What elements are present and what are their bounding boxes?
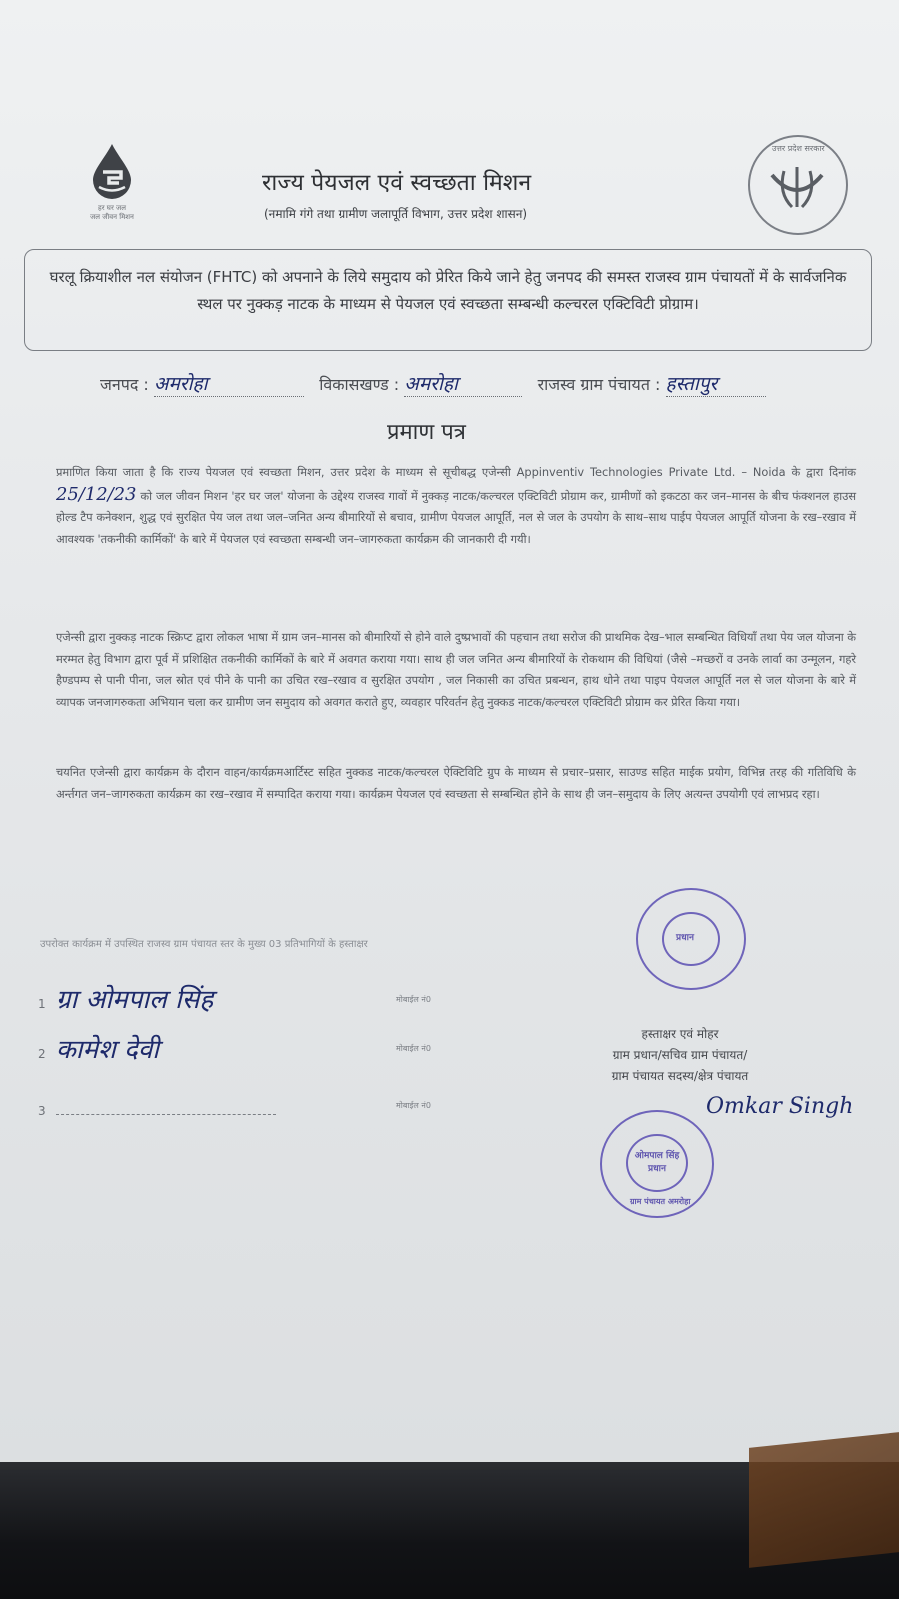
participants-intro: उपरोक्त कार्यक्रम में उपस्थित राजस्व ग्राम पंचायत स्तर के मुख्य 03 प्रतिभागियों के हस्ताक्षर [40,939,368,950]
signature-line-1: हस्ताक्षर एवं मोहर [641,1027,719,1041]
logo-tagline-2: जल जीवन मिशन [90,213,134,221]
stamp-top-text: प्रधान [676,933,694,943]
participant-number: 2 [38,1047,46,1061]
emblem-text: उत्तर प्रदेश सरकार [772,144,825,153]
certificate-heading: प्रमाण पत्र [387,420,466,445]
stamp-ring-text: ग्राम पंचायत अमरोहा [630,1197,691,1206]
up-government-emblem [748,135,848,235]
district-label: जनपद : [100,375,149,394]
paragraph-1-end: को जल जीवन मिशन 'हर घर जल' योजना के उद्देश्य राजस्व गावों में नुक्कड़ नाटक/कल्चरल एक्टिविटी प्रोग्राम कर, ग्रामीणों को इकटठा कर जन–मानस के बीच फंक्शनल हाउस होल्ड टैप कनेक्शन, शुद्ध एवं सुरक्षित पेय जल तथा जल–जनित अन्य बीमारियों से बचाव, ग्रामीण पेयजल आपूर्ति, नल से जल के उपयोग के साथ–साथ पाईप पेयजल आपूर्ति योजना के रख–रखाव में आवश्यक 'तकनीकी कार्मिकों' के बारे में पेयजल एवं स्वच्छता सम्बन्धी जन–जागरुकता कार्यक्रम की जानकारी दी गयी। [56,488,856,546]
signature-line-2: ग्राम प्रधान/सचिव ग्राम पंचायत/ [612,1048,748,1062]
water-drop-icon [89,142,135,200]
participant-row-3 [38,1104,276,1118]
block-value: अमरोहा [404,373,458,395]
mission-subtitle: (नमामि गंगे तथा ग्रामीण जलापूर्ति विभाग, उत्तर प्रदेश शासन) [264,207,528,221]
gram-panchayat-label: राजस्व ग्राम पंचायत : [537,375,661,394]
wooden-table-edge [749,1432,899,1568]
gram-panchayat-field [666,370,766,397]
mobile-label-2: मोबाईल नं0 [396,1044,431,1053]
mobile-label-1: मोबाईल नं0 [396,995,431,1004]
participant-row-1 [38,980,213,1016]
round-stamp-bottom [600,1110,714,1218]
round-stamp-top [636,888,746,990]
stamp-name: ओमपाल सिंह [634,1151,680,1161]
paragraph-1 [56,462,856,550]
block-label: विकासखण्ड : [319,375,400,394]
participant-signature: ग्रा ओमपाल सिंह [55,985,214,1015]
signature-block [560,1024,800,1087]
district-value: अमरोहा [153,373,208,395]
block-field [404,370,522,397]
district-field [154,370,304,397]
mission-title: राज्य पेयजल एवं स्वच्छता मिशन [262,170,532,196]
location-fields [100,370,860,397]
participant-number: 3 [38,1104,46,1118]
emblem-fish-bow-icon [764,153,830,219]
paragraph-3: चयनित एजेन्सी द्वारा कार्यक्रम के दौरान वाहन/कार्यक्रमआर्टिस्ट सहित नुक्कड नाटक/कल्चरल ऐक्टिविटि ग्रुप के माध्यम से प्रचार–प्रसार, साउण्ड सहित माईक प्रयोग, विभिन्न तरह की गतिविधि के अर्न्तगत जन–जागरुकता कार्यक्रम का रख–रखाव में सम्पादित कराया गया। कार्यक्रम पेयजल एवं स्वच्छता से सम्बन्धित होने के साथ ही जन–समुदाय के लिए अत्यन्त उपयोगी एवं लाभप्रद रहा। [56,765,856,801]
signature-line-3: ग्राम पंचायत सदस्य/क्षेत्र पंचायत [611,1069,749,1083]
participant-number: 1 [38,997,46,1011]
paragraph-1-start: प्रमाणित किया जाता है कि राज्य पेयजल एवं स्वच्छता मिशन, उत्तर प्रदेश के माध्यम से सूचीबद्ध एजेन्सी Appinventiv Technologies Private Ltd. – Noida के द्वारा दिनांक [56,465,856,479]
stamp-title: प्रधान [648,1164,666,1174]
mobile-label-3: मोबाईल नं0 [396,1101,431,1110]
participant-row-2 [38,1030,159,1066]
logo-tagline-1: हर घर जल [98,204,126,212]
participant-signature-line [56,1114,276,1115]
paragraph-2: एजेन्सी द्वारा नुक्कड़ नाटक स्क्रिप्ट द्वारा लोकल भाषा में ग्राम जन–मानस को बीमारियों से होने वाले दुष्प्रभावों की पहचान तथा सरोज की प्राथमिक देख–भाल सम्बन्धित विधियाँ तथा पेय जल योजना के मरम्मत हेतु विभाग द्वारा पूर्व में प्रशिक्षित तकनीकी कार्मिकों के बारे में अवगत कराया गया। साथ ही जल जनित अन्य बीमारियों के रोकथाम की विधियां (जैसे –मच्छरों व उनके लार्वा का उन्मूलन, गहरे हैण्डपम्प से पानी पीना, जल स्रोत एवं पीने के पानी का उचित रख–रखाव व सुरक्षित उपयोग , जल निकासी का उचित प्रबन्धन, हाथ धोने तथा पाइप पेयजल आपूर्ति नल से जल योजना के बारे में व्यापक जनजागरुकता अभियान चला कर ग्रामीण जन समुदाय को अवगत कराते हुए, व्यवहार परिवर्तन हेतु नुक्कड नाटक/कल्चरल एक्टिविटी प्रोग्राम कर प्रेरित किया गया। [56,630,856,709]
gram-panchayat-value: हस्तापुर [665,373,718,395]
program-description-box [24,249,872,351]
program-description: घरलू क्रियाशील नल संयोजन (FHTC) को अपनाने के लिये समुदाय को प्रेरित किये जाने हेतु जनपद की समस्त राजस्व ग्राम पंचायतों में के सार्वजनिक स्थल पर नुक्कड़ नाटक के माध्यम से पेयजल एवं स्वच्छता सम्बन्धी कल्चरल एक्टिविटी प्रोग्राम। [49,268,847,313]
har-ghar-jal-logo [72,142,152,222]
event-date: 25/12/23 [56,483,137,505]
handwritten-signature: Omkar Singh [706,1094,854,1119]
stamp-inner-text [632,1148,682,1174]
participant-signature: कामेश देवी [55,1035,160,1065]
